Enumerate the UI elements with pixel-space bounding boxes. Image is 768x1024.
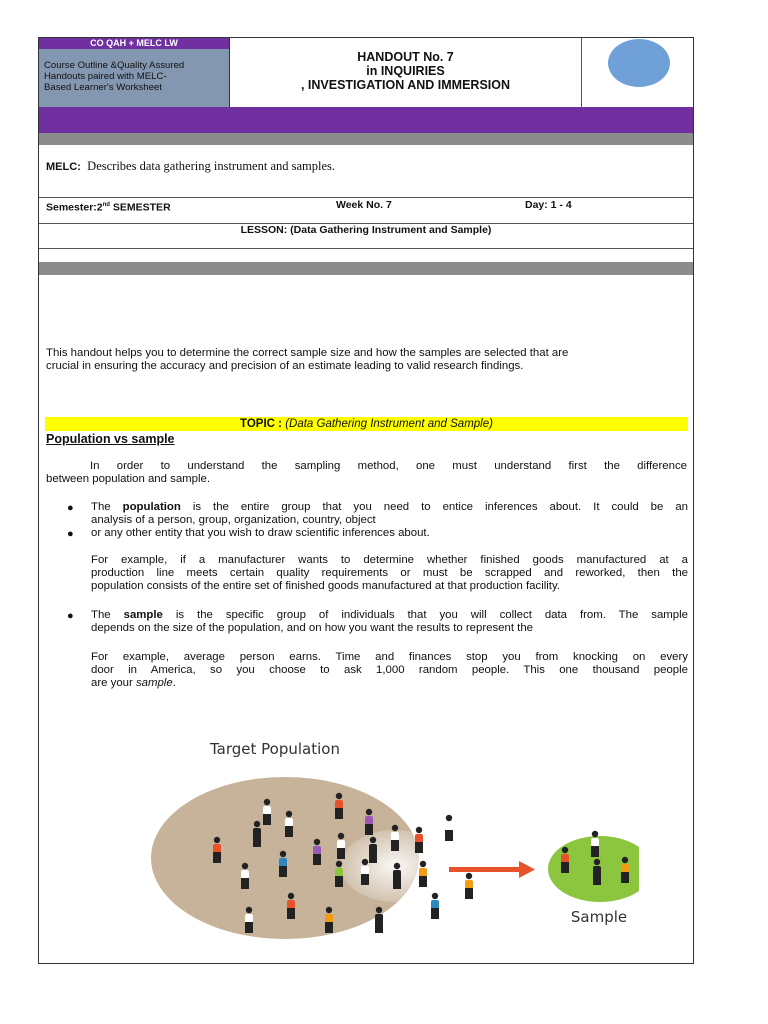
purple-band	[39, 107, 693, 133]
semester: Semester:2nd SEMESTER	[46, 201, 171, 214]
gray-band-bottom	[39, 262, 693, 275]
person-icon	[241, 863, 249, 889]
sample-term: sample	[123, 609, 163, 621]
course-description: Course Outline &Quality Assured Handouts paired with MELC- Based Learner's Worksheet	[44, 60, 185, 93]
week-number: Week No. 7	[336, 199, 392, 211]
melc-text: Describes data gathering instrument and samples.	[87, 159, 336, 173]
person-icon	[253, 821, 261, 847]
person-icon	[393, 863, 401, 889]
person-icon	[375, 907, 383, 933]
person-icon	[337, 833, 345, 859]
melc-row	[46, 159, 335, 174]
person-icon	[263, 799, 271, 825]
person-icon	[431, 893, 439, 919]
topic-banner	[45, 417, 688, 431]
sample-example: For example, average person earns. Time and finances stop you from knocking on every door in America, so you choose to ask 1,000 random people. This one thousand people are your sample.	[91, 651, 688, 689]
person-icon	[591, 831, 599, 857]
arrow-icon	[449, 861, 535, 878]
population-definition-continued: or any other entity that you wish to draw scientific inferences about.	[91, 527, 430, 539]
course-badge: CO QAH + MELC LW	[39, 38, 229, 49]
person-icon	[279, 851, 287, 877]
day-range: Day: 1 - 4	[525, 199, 572, 211]
figure-title: Target Population	[210, 740, 340, 758]
person-icon	[561, 847, 569, 873]
bullet-dot-2: ●	[67, 528, 74, 540]
person-icon	[361, 859, 369, 885]
person-icon	[419, 861, 427, 887]
person-icon	[621, 857, 629, 883]
person-icon	[391, 825, 399, 851]
person-icon	[465, 873, 473, 899]
person-icon	[313, 839, 321, 865]
person-icon	[593, 859, 601, 885]
population-term: population	[122, 501, 181, 513]
person-icon	[445, 815, 453, 841]
person-icon	[287, 893, 295, 919]
person-icon	[335, 793, 343, 819]
topic-title: (Data Gathering Instrument and Sample)	[285, 418, 493, 430]
gray-band-top	[39, 133, 693, 145]
header-desc-cell	[39, 38, 230, 107]
person-icon	[369, 837, 377, 863]
bullet-dot-3: ●	[67, 610, 74, 622]
handout-frame	[38, 37, 694, 964]
person-icon	[213, 837, 221, 863]
section-title: Population vs sample	[46, 432, 175, 446]
person-icon	[245, 907, 253, 933]
person-icon	[285, 811, 293, 837]
person-icon	[415, 827, 423, 853]
melc-label: MELC:	[46, 161, 81, 173]
sample-label: Sample	[570, 908, 628, 926]
population-intro-paragraph: In order to understand the sampling method, one must understand first the difference between population and sample.	[46, 460, 687, 485]
handout-title: HANDOUT No. 7 in INQUIRIES , INVESTIGATION AND IMMERSION	[300, 50, 511, 92]
bullet-dot-1: ●	[67, 502, 74, 514]
intro-paragraph: This handout helps you to determine the correct sample size and how the samples are selected that are crucial in ensuring the accuracy and precision of an estimate leading to valid research findings.	[46, 347, 569, 372]
population-definition: The population is the entire group that you need to entice inferences about. It could be an analysis of a person, group, organization, country, object	[91, 501, 688, 526]
lesson-title: LESSON: (Data Gathering Instrument and Sample)	[240, 224, 492, 236]
person-icon	[365, 809, 373, 835]
person-icon	[335, 861, 343, 887]
topic-label: TOPIC :	[240, 418, 286, 430]
logo-circle	[608, 39, 670, 87]
population-example: For example, if a manufacturer wants to determine whether finished goods manufactured at a production line meets certain quality requirements or must be scrapped and reworked, then the population consists of the entire set of finished goods manufactured at that production facility.	[91, 554, 688, 592]
population-sample-figure	[119, 718, 639, 958]
sample-definition: The sample is the specific group of individuals that you will collect data from. The sample depends on the size of the population, and on how you want the results to represent the	[91, 609, 688, 634]
person-icon	[325, 907, 333, 933]
